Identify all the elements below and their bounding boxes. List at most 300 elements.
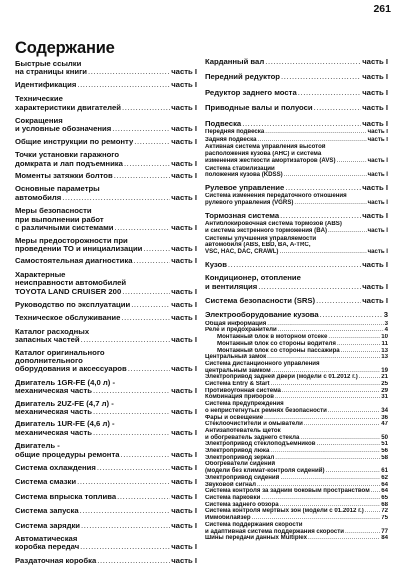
toc-entry[interactable] [205, 274, 388, 291]
dot-leader [264, 415, 380, 422]
toc-entry-title-line: Электропривод сидений [205, 474, 280, 481]
toc-entry-page: часть I [171, 192, 197, 202]
toc-entry-title-line: Тормозная система [205, 211, 280, 220]
toc-entry-page: часть I [367, 129, 388, 136]
dot-leader [114, 172, 171, 180]
toc-entry-page: часть I [171, 364, 197, 374]
toc-entry-title-line: и вентиляция [205, 281, 258, 291]
dot-leader [77, 81, 170, 89]
toc-entry[interactable] [15, 420, 197, 437]
toc-entry[interactable] [205, 428, 388, 441]
toc-entry-title-line: Антиблокировочная система тормозов (ABS) [205, 221, 342, 228]
toc-entry[interactable] [205, 461, 388, 474]
toc-entry-page: 25 [381, 381, 388, 388]
toc-entry[interactable] [205, 193, 388, 206]
toc-entry-page: часть I [362, 88, 388, 97]
toc-entry-title-line: механическая часть [15, 386, 92, 396]
toc-entry-title-line: проведении ТО и инициализации [15, 243, 143, 253]
toc-entry[interactable] [15, 314, 197, 322]
toc-entry-page: часть I [367, 226, 388, 234]
toc-entry[interactable] [205, 394, 388, 401]
toc-entry[interactable] [205, 311, 388, 319]
toc-entry-title-line: и система экстренного торможения (BA) [205, 226, 328, 234]
toc-entry[interactable] [205, 144, 388, 164]
toc-entry[interactable] [205, 381, 388, 388]
dot-leader [121, 314, 170, 322]
dot-leader [316, 297, 361, 305]
toc-entry-title-line: Электрооборудование кузова [205, 311, 319, 320]
toc-entry[interactable] [205, 448, 388, 455]
toc-entry-page: 61 [381, 467, 388, 475]
dot-leader [328, 408, 380, 415]
toc-entry-page: 51 [381, 441, 388, 448]
toc-entry[interactable] [15, 207, 197, 232]
toc-entry-page: 77 [381, 527, 388, 535]
toc-entry-title-line: домкрата и лап подъемника [15, 158, 123, 168]
toc-entry[interactable] [205, 89, 388, 97]
dot-leader [280, 502, 381, 509]
toc-entry-title-line: и обогреватель заднего стекла [205, 433, 300, 441]
toc-entry-title-line: Самостоятельная диагностика [15, 257, 133, 266]
dot-leader [228, 261, 361, 269]
toc-entry-page: 4 [384, 327, 388, 334]
dot-leader [117, 493, 170, 501]
toc-entry-title-line: Реле и предохранители [205, 327, 277, 334]
toc-entry-title-line: Система контроля за задним боковым пространством [205, 488, 370, 495]
toc-entry-title-line: общие процедуры ремонта [15, 449, 120, 459]
toc-entry[interactable] [205, 455, 388, 462]
toc-entry[interactable] [205, 212, 388, 220]
toc-entry[interactable] [15, 271, 197, 296]
toc-entry-title-line: Обогреватели сидений [205, 461, 276, 468]
toc-entry-title-line: Редуктор заднего моста [205, 88, 297, 97]
toc-entry[interactable] [205, 261, 388, 269]
dot-leader [252, 515, 381, 522]
dot-leader [97, 464, 170, 472]
toc-entry-title-line: Автоматическая [15, 535, 78, 544]
toc-entry-title-line: Система запуска [15, 507, 79, 516]
dot-leader [97, 557, 170, 565]
toc-entry[interactable] [205, 488, 388, 495]
dot-leader [328, 228, 367, 235]
toc-entry-title-line: Фары и освещение [205, 414, 264, 421]
toc-entry[interactable] [15, 379, 197, 396]
toc-entry-title-line: Двигатель 2UZ-FE (4,7 л) - [15, 399, 114, 408]
toc-entry-page: часть I [171, 158, 197, 168]
dot-leader [281, 73, 361, 81]
dot-leader [81, 336, 171, 344]
toc-entry[interactable] [205, 129, 388, 136]
toc-entry-page: часть I [362, 183, 388, 192]
toc-entry-title-line: Монтажный блок со стороны пассажира [217, 347, 340, 354]
dot-leader [267, 354, 380, 361]
toc-entry-title-line: Система парковки [205, 495, 261, 501]
toc-entry-page: 72 [381, 508, 388, 515]
toc-entry-title-line: Комбинация приборов [205, 394, 274, 401]
toc-entry-title-line: Меры безопасности [15, 207, 92, 216]
toc-entry-title-line: Техническое обслуживание [15, 314, 121, 323]
toc-entry-title-line: Характерные [15, 270, 66, 279]
toc-entry-page: часть I [171, 478, 197, 487]
toc-entry-page: часть I [171, 507, 197, 516]
toc-entry-title-line: автомобиля (ABS, EBD, BA, A-TRC, [205, 242, 311, 249]
toc-entry[interactable] [15, 95, 197, 112]
toc-entry-title-line: запасных частей [15, 335, 80, 345]
toc-entry[interactable] [15, 535, 197, 552]
toc-entry-title-line: Электропривод люка [205, 448, 270, 455]
dot-leader [371, 488, 381, 495]
dot-leader [128, 365, 170, 373]
dot-leader [258, 283, 361, 291]
toc-entry[interactable] [205, 421, 388, 428]
toc-entry[interactable] [205, 58, 388, 66]
dot-leader [257, 482, 380, 489]
toc-entry-title-line: Подвеска [205, 119, 242, 128]
toc-entry[interactable] [15, 257, 197, 265]
dot-leader [298, 89, 361, 97]
toc-entry-title-line: и адаптивная система поддержания скорости [205, 527, 345, 535]
toc-entry[interactable] [15, 237, 197, 254]
dot-leader [282, 388, 380, 395]
dot-leader [341, 348, 381, 355]
toc-entry-title-line: Электропривод задней двери (модели с 01.2012 г.) [205, 374, 358, 381]
toc-entry-title-line: Передняя подвеска [205, 129, 265, 136]
toc-entry[interactable] [205, 361, 388, 374]
toc-entry-title-line: Система поддержания скорости [205, 521, 303, 528]
toc-entry-page: 75 [381, 515, 388, 522]
toc-entry-title-line: Активная система управления высотой [205, 144, 326, 151]
toc-entry-title-line: Противоугонная система [205, 387, 281, 394]
dot-leader [294, 200, 366, 207]
toc-right-column [205, 58, 388, 542]
toc-entry[interactable] [205, 137, 388, 144]
toc-entry[interactable] [205, 297, 388, 305]
toc-entry-title-line: коробка передач [15, 542, 80, 552]
toc-entry-page: 29 [381, 387, 388, 394]
toc-entry-title-line: положения кузова (KDSS) [205, 171, 283, 179]
toc-entry-title-line: расположения кузова (AHC) и система [205, 151, 322, 158]
dot-leader [122, 288, 170, 296]
toc-entry-title-line: рулевого управления (VGRS) [205, 199, 294, 207]
dot-leader [80, 507, 171, 515]
toc-entry-page: часть I [171, 521, 197, 530]
toc-entry-page: часть I [171, 449, 197, 459]
toc-entry-title-line: Кондиционер, отопление [205, 274, 301, 283]
toc-entry-title-line: Антизапотеватель щеток [205, 427, 281, 434]
toc-entry-title-line: Система безопасности (SRS) [205, 296, 316, 305]
toc-entry-title-line: Рулевое управление [205, 183, 285, 192]
toc-entry[interactable] [15, 349, 197, 374]
toc-entry[interactable] [205, 495, 388, 502]
toc-entry[interactable] [205, 354, 388, 361]
toc-entry-title-line: Технические [15, 95, 63, 104]
toc-entry-page: 13 [381, 347, 388, 354]
toc-entry-title-line: Общие инструкции по ремонту [15, 137, 134, 146]
toc-entry-title-line: Система смазки [15, 478, 77, 487]
toc-entry[interactable] [205, 166, 388, 179]
toc-entry-page: часть I [171, 464, 197, 473]
dot-leader [265, 129, 366, 136]
dot-leader [337, 158, 367, 165]
page-number: 261 [373, 3, 391, 15]
toc-entry-page: 3 [384, 320, 388, 327]
toc-entry[interactable] [205, 236, 388, 256]
toc-entry-page: часть I [171, 556, 197, 565]
toc-entry-title-line: характеристики двигателей [15, 102, 121, 112]
toc-entry-title-line: неисправности автомобилей [15, 279, 127, 288]
toc-entry[interactable] [15, 60, 197, 77]
toc-entry[interactable] [15, 522, 197, 530]
toc-entry-title-line: Точки установки гаражного [15, 151, 120, 160]
toc-entry-title-line: TOYOTA LAND CRUISER 200 [15, 286, 122, 296]
dot-leader [280, 212, 361, 220]
toc-entry-title-line: Меры предосторожности при [15, 236, 128, 245]
toc-entry-title-line: Звуковой сигнал [205, 481, 256, 488]
toc-entry-page: часть I [171, 124, 197, 134]
toc-entry-title-line: Система охлаждения [15, 464, 96, 473]
toc-entry-page: часть I [362, 119, 388, 128]
dot-leader [265, 58, 361, 66]
toc-entry-title-line: Идентификация [15, 80, 77, 89]
toc-entry-page: 36 [381, 414, 388, 421]
toc-entry-page: часть I [362, 281, 388, 291]
toc-entry-page: 11 [381, 340, 388, 347]
toc-entry-page: 3 [383, 311, 388, 320]
toc-entry-page: часть I [362, 211, 388, 220]
dot-leader [134, 257, 171, 265]
toc-entry-title-line: Шины передачи данных Multiplex [205, 535, 308, 542]
dot-leader [314, 104, 362, 112]
toc-entry-title-line: Электропривод стеклоподъемников [205, 441, 316, 448]
toc-entry-title-line: и условные обозначения [15, 124, 112, 134]
toc-entry-title-line: изменения жесткости амортизаторов (AVS) [205, 156, 336, 164]
dot-leader [337, 341, 381, 348]
toc-entry[interactable] [205, 73, 388, 81]
toc-entry[interactable] [15, 151, 197, 168]
toc-entry-page: часть I [171, 286, 197, 296]
dot-leader [320, 311, 383, 319]
dot-leader [275, 455, 380, 462]
toc-entry[interactable] [205, 535, 388, 542]
toc-entry[interactable] [15, 301, 197, 309]
dot-leader [285, 184, 361, 192]
toc-entry[interactable] [205, 475, 388, 482]
toc-entry-page: часть I [171, 80, 197, 89]
toc-entry[interactable] [205, 415, 388, 422]
toc-entry-title-line: Система Entry & Start [205, 381, 270, 388]
dot-leader [267, 321, 383, 328]
toc-entry-page: часть I [171, 257, 197, 266]
toc-entry[interactable] [205, 221, 388, 234]
toc-entry[interactable] [205, 508, 388, 515]
toc-entry[interactable] [205, 522, 388, 535]
toc-entry-title-line: при выполнении работ [15, 215, 104, 224]
toc-entry[interactable] [205, 441, 388, 448]
dot-leader [304, 421, 380, 428]
toc-entry[interactable] [15, 185, 197, 202]
toc-entry[interactable] [205, 327, 388, 334]
dot-leader [359, 374, 380, 381]
toc-entry-title-line: Электропривод зеркал [205, 454, 275, 461]
toc-entry[interactable] [15, 464, 197, 472]
toc-entry-page: часть I [171, 223, 197, 233]
toc-entry[interactable] [15, 478, 197, 486]
toc-entry-page: 58 [381, 454, 388, 461]
dot-leader [279, 249, 366, 256]
toc-entry[interactable] [15, 507, 197, 515]
toc-entry[interactable] [15, 442, 197, 459]
toc-entry[interactable] [15, 138, 197, 146]
toc-entry-page: 31 [381, 394, 388, 401]
toc-entry-page: часть I [171, 492, 197, 501]
toc-entry-title-line: Система предупреждения [205, 401, 284, 408]
dot-leader [131, 301, 170, 309]
toc-entry-page: часть I [362, 260, 388, 269]
dot-leader [112, 125, 170, 133]
toc-entry-page: 19 [381, 366, 388, 374]
toc-entry-page: часть I [171, 243, 197, 253]
toc-entry-page: 34 [381, 406, 388, 414]
toc-entry-title-line: механическая часть [15, 427, 92, 437]
dot-leader [143, 245, 170, 253]
dot-leader [120, 451, 170, 459]
toc-entry-page: часть I [171, 172, 197, 181]
toc-entry-title-line: центральным замком [205, 366, 271, 374]
toc-entry-title-line: на страницы книги [15, 67, 88, 77]
toc-entry[interactable] [15, 328, 197, 345]
toc-entry-page: часть I [362, 58, 388, 66]
toc-entry[interactable] [15, 172, 197, 180]
toc-entry-title-line: Кузов [205, 260, 227, 269]
toc-entry[interactable] [205, 120, 388, 128]
toc-entry[interactable] [15, 493, 197, 501]
toc-entry-title-line: о непристегнутых ремнях безопасности [205, 406, 327, 414]
toc-entry-title-line: Монтажный блок в моторном отсеке [217, 334, 328, 341]
dot-leader [284, 172, 367, 179]
toc-entry-page: 62 [381, 474, 388, 481]
toc-entry-title-line: Сокращения [15, 117, 63, 126]
toc-entry-page: часть I [171, 137, 197, 146]
toc-entry-page: часть I [362, 104, 388, 113]
toc-entry[interactable] [205, 401, 388, 414]
toc-entry[interactable] [205, 334, 388, 341]
dot-leader [300, 435, 380, 442]
dot-leader [325, 468, 380, 475]
toc-entry-page: 47 [381, 421, 388, 428]
toc-entry-page: 64 [381, 488, 388, 495]
toc-entry-title-line: с различными системами [15, 223, 114, 233]
toc-entry-page: часть I [362, 296, 388, 305]
toc-entry-title-line: Система впрыска топлива [15, 492, 117, 501]
toc-entry-title-line: Система зарядки [15, 521, 81, 530]
dot-leader [328, 334, 380, 341]
toc-entry-page: часть I [171, 300, 197, 309]
toc-entry-page: часть I [367, 136, 388, 143]
toc-entry-title-line: Моменты затяжки болтов [15, 172, 113, 181]
dot-leader [88, 68, 170, 76]
toc-entry[interactable] [205, 388, 388, 395]
toc-entry-title-line: Двигатель 1UR-FE (4,6 л) - [15, 420, 115, 429]
toc-entry[interactable] [205, 502, 388, 509]
toc-entry-title-line: Карданный вал [205, 58, 265, 66]
dot-leader [270, 448, 380, 455]
dot-leader [261, 495, 380, 502]
toc-entry-page: 13 [381, 354, 388, 361]
toc-entry-page: 21 [381, 374, 388, 381]
toc-entry-page: часть I [367, 247, 388, 255]
toc-entry[interactable] [205, 482, 388, 489]
toc-entry-page: часть I [171, 314, 197, 323]
toc-entry[interactable] [205, 321, 388, 328]
toc-entry-title-line: Стеклоочистители и омыватели [205, 421, 303, 428]
dot-leader [278, 327, 384, 334]
dot-leader [308, 535, 380, 542]
toc-entry[interactable] [15, 117, 197, 134]
dot-leader [115, 224, 171, 232]
dot-leader [80, 543, 170, 551]
toc-entry-title-line: Раздаточная коробка [15, 556, 97, 565]
page-title: Содержание [15, 39, 115, 57]
toc-entry[interactable] [205, 341, 388, 348]
dot-leader [77, 478, 170, 486]
toc-entry-title-line: Двигатель - [15, 442, 60, 451]
toc-entry-title-line: (модели без климат-контроля сидений) [205, 467, 325, 475]
dot-leader [242, 120, 361, 128]
toc-entry-page: 56 [381, 448, 388, 455]
toc-entry[interactable] [205, 184, 388, 192]
toc-entry[interactable] [15, 81, 197, 89]
toc-entry-page: часть I [171, 386, 197, 396]
toc-entry[interactable] [205, 374, 388, 381]
toc-entry[interactable] [205, 104, 388, 112]
toc-entry-title-line: Общая информация [205, 320, 267, 327]
toc-entry-page: часть I [367, 199, 388, 207]
toc-entry-title-line: Быстрые ссылки [15, 60, 82, 68]
toc-entry-title-line: Система стабилизации [205, 165, 275, 172]
toc-entry-title-line: Система дистанционного управления [205, 360, 320, 367]
toc-entry-title-line: Двигатель 1GR-FE (4,0 л) - [15, 378, 116, 387]
dot-leader [81, 522, 170, 530]
dot-leader [124, 160, 170, 168]
toc-entry[interactable] [15, 400, 197, 417]
toc-entry[interactable] [205, 348, 388, 355]
toc-entry-page: 64 [381, 481, 388, 488]
toc-entry-page: 68 [381, 501, 388, 508]
toc-entry-page: часть I [367, 171, 388, 179]
toc-entry-title-line: Каталог расходных [15, 327, 90, 336]
toc-entry-title-line: оборудования и аксессуаров [15, 364, 127, 374]
dot-leader [275, 394, 380, 401]
toc-entry-title-line: Системы улучшения управляемости [205, 235, 317, 242]
dot-leader [272, 368, 381, 375]
toc-entry-title-line: Система заднего обзора [205, 501, 279, 508]
toc-entry-title-line: дополнительного [15, 356, 83, 365]
dot-leader [271, 381, 381, 388]
toc-entry[interactable] [205, 515, 388, 522]
toc-entry-page: 65 [381, 495, 388, 501]
toc-entry-page: часть I [367, 156, 388, 164]
toc-entry-page: часть I [171, 67, 197, 77]
toc-entry-title-line: Монтажный блок со стороны водителя [217, 340, 336, 347]
toc-entry-page: часть I [171, 427, 197, 437]
toc-entry-page: часть I [171, 102, 197, 112]
toc-entry-page: часть I [171, 335, 197, 345]
dot-leader [280, 475, 380, 482]
toc-left-column [15, 60, 197, 565]
toc-entry-title-line: Основные параметры [15, 185, 100, 194]
toc-entry[interactable] [15, 557, 197, 565]
toc-entry-title-line: автомобиля [15, 192, 62, 202]
